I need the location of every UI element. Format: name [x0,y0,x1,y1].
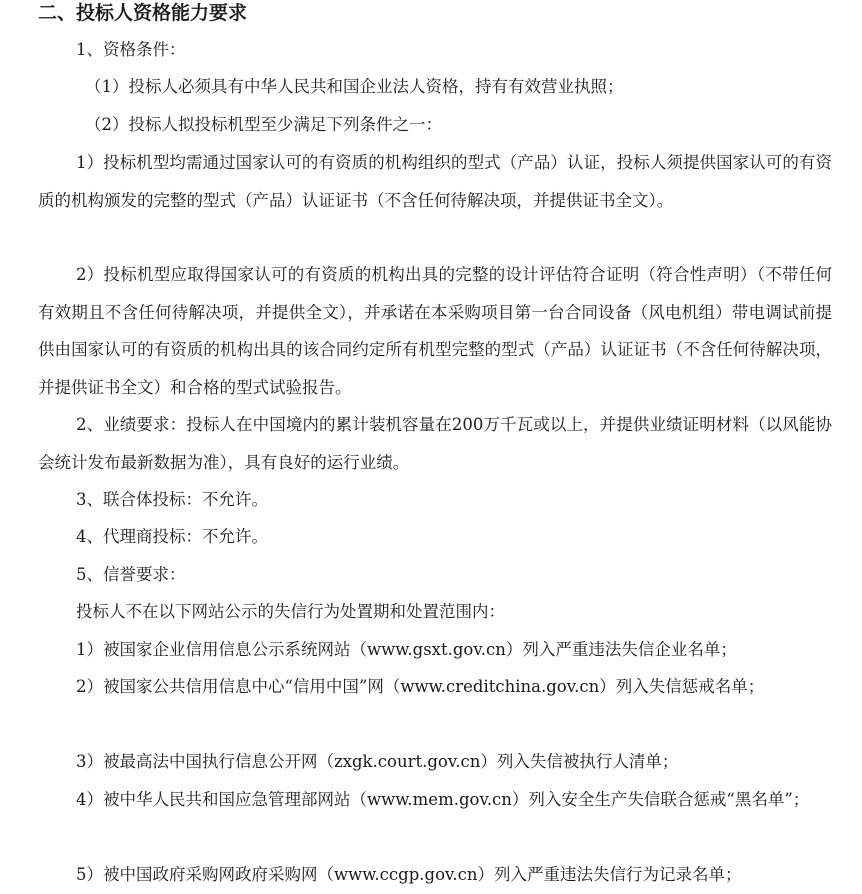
credit-item-gsxt: 1）被国家企业信用信息公示系统网站（www.gsxt.gov.cn）列入严重违法失信企业名单； [76,640,737,659]
credit-item-mem: 4）被中华人民共和国应急管理部网站（www.mem.gov.cn）列入安全生产失信联合惩戒“黑名单”； [76,790,810,809]
performance-requirement: 2、业绩要求：投标人在中国境内的累计装机容量在200万千瓦或以上，并提供业绩证明材料（以风能协会统计发布最新数据为准），具有良好的运行业绩。 [38,415,832,472]
agent-bidding: 4、代理商投标：不允许。 [76,527,268,546]
credit-requirement-intro: 投标人不在以下网站公示的失信行为处置期和处置范围内： [76,602,505,621]
qualification-conditions-heading: 1、资格条件： [76,40,186,59]
credit-item-ccgp: 5）被中国政府采购网政府采购网（www.ccgp.gov.cn）列入严重违法失信行为记录名单； [76,865,742,884]
consortium-bidding: 3、联合体投标：不允许。 [76,490,268,509]
credit-item-court: 3）被最高法中国执行信息公开网（zxgk.court.gov.cn）列入失信被执行人清单； [76,752,679,771]
design-assessment-condition: 2）投标机型应取得国家认可的有资质的机构出具的完整的设计评估符合证明（符合性声明）（不带任何有效期且不含任何待解决项，并提供全文），并承诺在本采购项目第一台合同设备（风电机组）带电调试前提供由国家认可的有资质的机构出具的该合同约定所有机型完整的型式（产品）认证证书（不含任何待解决项，并提供证书全文）和合格的型式试验报告。 [38,265,832,397]
section-title: 二、投标人资格能力要求 [38,2,248,24]
type-certification-condition: 1）投标机型均需通过国家认可的有资质的机构组织的型式（产品）认证，投标人须提供国家认可的有资质的机构颁发的完整的型式（产品）认证证书（不含任何待解决项，并提供证书全文）。 [38,153,832,210]
credit-item-creditchina: 2）被国家公共信用信息中心“信用中国”网（www.creditchina.gov.cn）列入失信惩戒名单； [76,677,765,696]
bid-model-conditions-intro: （2）投标人拟投标机型至少满足下列条件之一： [85,115,442,134]
legal-entity-requirement: （1）投标人必须具有中华人民共和国企业法人资格，持有有效营业执照； [85,77,624,96]
credit-requirement-heading: 5、信誉要求： [76,565,186,584]
